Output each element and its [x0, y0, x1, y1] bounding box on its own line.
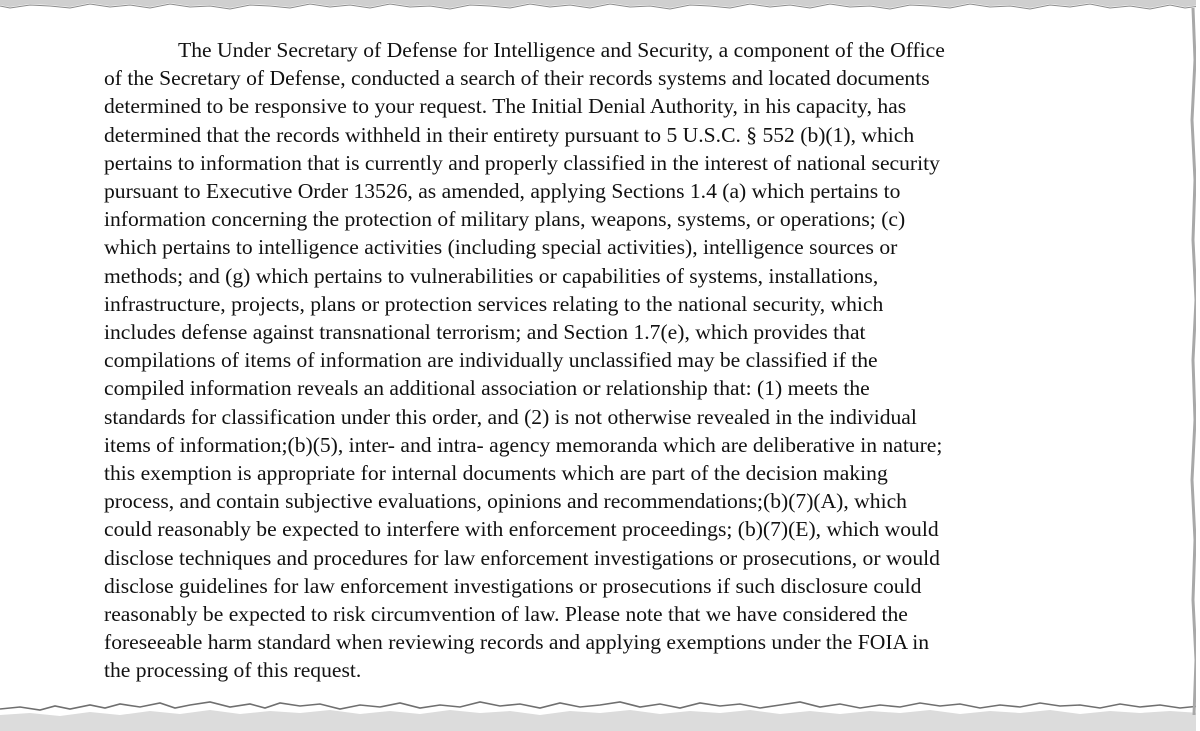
document-line: The Under Secretary of Defense for Intelligence and Security, a component of the Office — [178, 38, 945, 62]
document-line: items of information;(b)(5), inter- and intra- agency memoranda which are deliberative in nature; — [104, 432, 943, 457]
document-line: disclose guidelines for law enforcement investigations or prosecutions if such disclosure could — [104, 573, 922, 598]
document-line: pertains to information that is currently and properly classified in the interest of national security — [104, 150, 940, 175]
document-line: which pertains to intelligence activities (including special activities), intelligence sources or — [104, 235, 898, 260]
document-line: of the Secretary of Defense, conducted a search of their records systems and located documents — [104, 66, 930, 91]
document-body — [104, 36, 1064, 685]
document-line: infrastructure, projects, plans or protection services relating to the national security, which — [104, 291, 884, 316]
torn-top-edge — [0, 0, 1200, 14]
document-line: determined that the records withheld in their entirety pursuant to 5 U.S.C. § 552 (b)(1), which — [104, 122, 915, 147]
document-line: determined to be responsive to your request. The Initial Denial Authority, in his capacity, has — [104, 94, 907, 119]
document-line: reasonably be expected to risk circumvention of law. Please note that we have considered the — [104, 602, 908, 627]
document-line: this exemption is appropriate for internal documents which are part of the decision making — [104, 461, 888, 486]
document-line: standards for classification under this order, and (2) is not otherwise revealed in the individual — [104, 404, 917, 429]
document-line: process, and contain subjective evaluations, opinions and recommendations;(b)(7)(A), which — [104, 489, 907, 514]
document-line: information concerning the protection of military plans, weapons, systems, or operations; (c) — [104, 207, 906, 232]
document-line: disclose techniques and procedures for law enforcement investigations or prosecutions, or would — [104, 545, 940, 570]
document-line: pursuant to Executive Order 13526, as amended, applying Sections 1.4 (a) which pertains to — [104, 179, 901, 204]
document-line: foreseeable harm standard when reviewing records and applying exemptions under the FOIA in — [104, 630, 930, 655]
document-line: compilations of items of information are individually unclassified may be classified if the — [104, 348, 878, 373]
document-line: could reasonably be expected to interfere with enforcement proceedings; (b)(7)(E), which would — [104, 517, 939, 542]
document-line: includes defense against transnational terrorism; and Section 1.7(e), which provides that — [104, 320, 866, 345]
document-line: methods; and (g) which pertains to vulnerabilities or capabilities of systems, installations, — [104, 263, 879, 288]
torn-bottom-edge — [0, 695, 1200, 731]
document-line: the processing of this request. — [104, 658, 362, 683]
document-line: compiled information reveals an additional association or relationship that: (1) meets the — [104, 376, 870, 401]
